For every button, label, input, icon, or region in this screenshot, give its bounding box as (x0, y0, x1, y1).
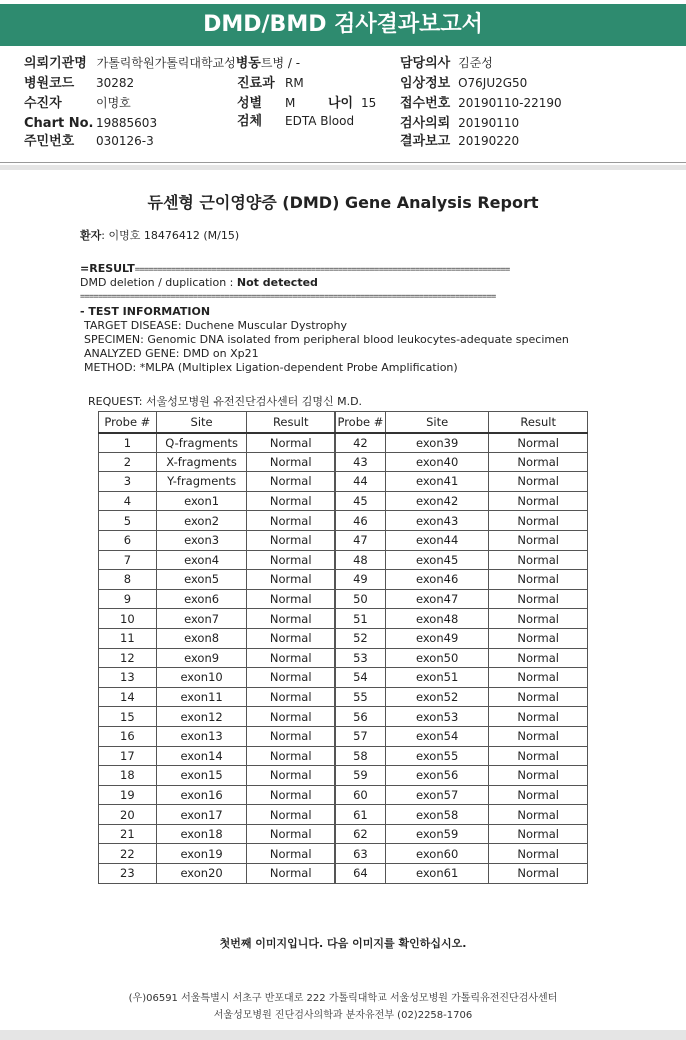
site-cell: exon2 (156, 511, 247, 531)
probe-number-cell: 59 (336, 766, 386, 786)
report-patient-label: 환자 (80, 229, 102, 242)
table-row (336, 511, 588, 531)
probe-number-cell: 20 (99, 805, 157, 825)
header-band (0, 165, 686, 170)
table-row (99, 707, 335, 727)
probe-number-cell: 21 (99, 824, 157, 844)
probe-number-cell: 14 (99, 687, 157, 707)
probe-number-cell: 22 (99, 844, 157, 864)
clinical-info-label: 임상정보 (400, 76, 451, 91)
department-row (237, 76, 304, 91)
report-patient-line (80, 229, 239, 242)
table-row (336, 433, 588, 453)
result-cell: Normal (247, 570, 335, 590)
department-label: 진료과 (237, 76, 275, 91)
site-cell: exon9 (156, 648, 247, 668)
site-cell: exon42 (385, 491, 489, 511)
result-cell: Normal (247, 491, 335, 511)
column-header-result: Result (489, 412, 588, 433)
table-row (99, 864, 335, 884)
result-cell: Normal (489, 668, 588, 688)
page-note: 첫번째 이미지입니다. 다음 이미지를 확인하십시오. (219, 937, 467, 950)
site-cell: exon51 (385, 668, 489, 688)
age-label: 나이 (328, 96, 354, 111)
table-row (99, 805, 335, 825)
table-row (336, 452, 588, 472)
probe-number-cell: 8 (99, 570, 157, 590)
site-cell: exon44 (385, 530, 489, 550)
specimen-label: 검체 (237, 114, 263, 129)
table-row (99, 530, 335, 550)
column-header-probe: Probe # (99, 412, 157, 433)
result-cell: Normal (247, 648, 335, 668)
result-cell: Normal (247, 844, 335, 864)
probe-number-cell: 12 (99, 648, 157, 668)
target-disease: TARGET DISEASE: Duchene Muscular Dystrophy (84, 319, 348, 332)
site-cell: exon5 (156, 570, 247, 590)
site-cell: exon12 (156, 707, 247, 727)
site-cell: exon41 (385, 472, 489, 492)
result-header-rule: =================================================================================== (134, 265, 510, 275)
probe-number-cell: 23 (99, 864, 157, 884)
table-row (99, 491, 335, 511)
hospital-code-row (24, 76, 135, 91)
probe-number-cell: 16 (99, 726, 157, 746)
probe-number-cell: 48 (336, 550, 386, 570)
result-cell: Normal (247, 433, 335, 453)
report-patient-value: : 이명호 18476412 (M/15) (101, 229, 240, 242)
result-cell: Normal (247, 511, 335, 531)
report-title-bar: DMD/BMD 검사결과보고서 (0, 4, 686, 46)
site-cell: exon17 (156, 805, 247, 825)
probe-number-cell: 1 (99, 433, 157, 453)
table-row (336, 491, 588, 511)
result-cell: Normal (247, 785, 335, 805)
receipt-no-label: 접수번호 (400, 96, 451, 111)
probe-number-cell: 44 (336, 472, 386, 492)
table-row (99, 472, 335, 492)
request-date-label: 검사의뢰 (400, 116, 451, 131)
doctor-value: 김준성 (458, 56, 493, 70)
probe-table-right (335, 411, 588, 884)
ward-label: 병동 (235, 56, 261, 71)
result-cell: Normal (489, 687, 588, 707)
site-cell: Y-fragments (156, 472, 247, 492)
result-cell: Normal (489, 707, 588, 727)
site-cell: exon6 (156, 589, 247, 609)
result-header (80, 262, 510, 277)
result-cell: Normal (247, 707, 335, 727)
probe-number-cell: 56 (336, 707, 386, 727)
sex-label: 성별 (237, 96, 263, 111)
site-cell: exon59 (385, 824, 489, 844)
result-cell: Normal (489, 766, 588, 786)
site-cell: exon7 (156, 609, 247, 629)
probe-number-cell: 45 (336, 491, 386, 511)
result-cell: Normal (489, 491, 588, 511)
resident-no-row (24, 134, 154, 149)
table-row (99, 609, 335, 629)
site-cell: exon16 (156, 785, 247, 805)
result-cell: Normal (247, 589, 335, 609)
method: METHOD: *MLPA (Multiplex Ligation-dependent Probe Amplification) (84, 361, 458, 374)
probe-number-cell: 54 (336, 668, 386, 688)
hospital-code-label: 병원코드 (24, 76, 75, 91)
table-row (99, 570, 335, 590)
probe-number-cell: 50 (336, 589, 386, 609)
probe-number-cell: 19 (99, 785, 157, 805)
ward-value: 트병 / - (260, 56, 301, 70)
clinical-info-value: O76JU2G50 (458, 76, 528, 90)
sex-row (237, 96, 296, 111)
receipt-no-value: 20190110-22190 (458, 96, 562, 110)
table-row (336, 609, 588, 629)
result-cell: Normal (247, 472, 335, 492)
probe-number-cell: 17 (99, 746, 157, 766)
result-cell: Normal (489, 570, 588, 590)
doctor-label: 담당의사 (400, 56, 451, 71)
probe-number-cell: 4 (99, 491, 157, 511)
probe-number-cell: 63 (336, 844, 386, 864)
table-row (99, 452, 335, 472)
probe-number-cell: 47 (336, 530, 386, 550)
probe-number-cell: 3 (99, 472, 157, 492)
probe-number-cell: 13 (99, 668, 157, 688)
table-row (336, 805, 588, 825)
result-value: Not detected (236, 276, 318, 289)
result-cell: Normal (247, 452, 335, 472)
site-cell: exon55 (385, 746, 489, 766)
result-cell: Normal (247, 550, 335, 570)
site-cell: X-fragments (156, 452, 247, 472)
result-cell: Normal (247, 726, 335, 746)
header-row-1 (24, 56, 300, 71)
column-header-site: Site (156, 412, 247, 433)
result-cell: Normal (489, 805, 588, 825)
table-row (336, 668, 588, 688)
site-cell: exon56 (385, 766, 489, 786)
result-separator: ============================================================================================ (80, 292, 496, 302)
probe-number-cell: 6 (99, 530, 157, 550)
probe-number-cell: 61 (336, 805, 386, 825)
site-cell: exon50 (385, 648, 489, 668)
table-row (99, 589, 335, 609)
table-row (336, 844, 588, 864)
site-cell: exon13 (156, 726, 247, 746)
result-cell: Normal (247, 609, 335, 629)
probe-number-cell: 43 (336, 452, 386, 472)
site-cell: Q-fragments (156, 433, 247, 453)
site-cell: exon58 (385, 805, 489, 825)
probe-number-cell: 53 (336, 648, 386, 668)
table-row (336, 530, 588, 550)
report-title: 듀센형 근이영양증 (DMD) Gene Analysis Report (147, 193, 539, 212)
table-row (336, 864, 588, 884)
specimen-value: EDTA Blood (285, 114, 355, 128)
site-cell: exon39 (385, 433, 489, 453)
probe-table-left (98, 411, 335, 884)
footer-band (0, 1030, 686, 1040)
site-cell: exon20 (156, 864, 247, 884)
table-row (336, 726, 588, 746)
result-header-prefix: = (80, 262, 90, 275)
table-row (336, 550, 588, 570)
result-cell: Normal (489, 785, 588, 805)
report-date-row (400, 134, 519, 149)
site-cell: exon11 (156, 687, 247, 707)
table-row (99, 746, 335, 766)
probe-number-cell: 7 (99, 550, 157, 570)
age-row (328, 96, 376, 111)
table-row (99, 824, 335, 844)
test-info-heading: - TEST INFORMATION (80, 305, 211, 318)
table-row (336, 687, 588, 707)
doctor-row (400, 56, 493, 71)
table-row (99, 648, 335, 668)
probe-number-cell: 64 (336, 864, 386, 884)
site-cell: exon3 (156, 530, 247, 550)
specimen-row (237, 114, 355, 129)
table-row (99, 433, 335, 453)
site-cell: exon40 (385, 452, 489, 472)
table-row (99, 844, 335, 864)
site-cell: exon45 (385, 550, 489, 570)
site-cell: exon4 (156, 550, 247, 570)
table-row (99, 785, 335, 805)
site-cell: exon53 (385, 707, 489, 727)
result-cell: Normal (489, 452, 588, 472)
probe-number-cell: 55 (336, 687, 386, 707)
site-cell: exon43 (385, 511, 489, 531)
department-value: RM (285, 76, 304, 90)
result-cell: Normal (247, 766, 335, 786)
probe-number-cell: 18 (99, 766, 157, 786)
table-row (336, 648, 588, 668)
result-text: DMD deletion / duplication : (80, 276, 237, 289)
table-row (336, 824, 588, 844)
patient-value: 이명호 (96, 96, 131, 110)
result-cell: Normal (247, 805, 335, 825)
probe-number-cell: 52 (336, 628, 386, 648)
column-header-probe: Probe # (336, 412, 386, 433)
result-cell: Normal (489, 628, 588, 648)
table-row (99, 766, 335, 786)
probe-number-cell: 2 (99, 452, 157, 472)
site-cell: exon49 (385, 628, 489, 648)
resident-no-label: 주민번호 (24, 134, 75, 149)
site-cell: exon18 (156, 824, 247, 844)
institution-label: 의뢰기관명 (24, 56, 87, 71)
report-date-value: 20190220 (458, 134, 520, 148)
result-cell: Normal (489, 530, 588, 550)
table-row (336, 785, 588, 805)
report-date-label: 결과보고 (400, 134, 451, 149)
table-row (336, 766, 588, 786)
footer-address: (우)06591 서울특별시 서초구 반포대로 222 가톨릭대학교 서울성모병원 가톨릭유전진단검사센터 (128, 993, 558, 1004)
site-cell: exon54 (385, 726, 489, 746)
result-cell: Normal (247, 824, 335, 844)
site-cell: exon14 (156, 746, 247, 766)
result-cell: Normal (489, 511, 588, 531)
table-row (99, 550, 335, 570)
probe-number-cell: 46 (336, 511, 386, 531)
probe-number-cell: 9 (99, 589, 157, 609)
site-cell: exon1 (156, 491, 247, 511)
table-row (99, 726, 335, 746)
site-cell: exon48 (385, 609, 489, 629)
site-cell: exon61 (385, 864, 489, 884)
specimen-info: SPECIMEN: Genomic DNA isolated from peripheral blood leukocytes-adequate specimen (84, 333, 569, 346)
probe-number-cell: 60 (336, 785, 386, 805)
chart-value: 19885603 (96, 116, 158, 130)
age-value: 15 (360, 96, 377, 110)
result-line (80, 276, 318, 289)
analyzed-gene: ANALYZED GENE: DMD on Xp21 (84, 347, 259, 360)
request-line: REQUEST: 서울성모병원 유전진단검사센터 김명신 M.D. (88, 395, 363, 408)
table-row (336, 589, 588, 609)
table-row (336, 570, 588, 590)
result-cell: Normal (247, 668, 335, 688)
probe-number-cell: 62 (336, 824, 386, 844)
site-cell: exon47 (385, 589, 489, 609)
hospital-code-value: 30282 (96, 76, 135, 90)
result-cell: Normal (489, 746, 588, 766)
result-cell: Normal (247, 628, 335, 648)
result-cell: Normal (247, 746, 335, 766)
probe-number-cell: 11 (99, 628, 157, 648)
site-cell: exon52 (385, 687, 489, 707)
table-row (336, 707, 588, 727)
result-cell: Normal (489, 864, 588, 884)
institution-value: 가톨릭학원가톨릭대학교성 (96, 56, 236, 70)
result-cell: Normal (489, 433, 588, 453)
chart-row (24, 116, 158, 131)
site-cell: exon46 (385, 570, 489, 590)
table-row (336, 472, 588, 492)
result-cell: Normal (489, 550, 588, 570)
result-cell: Normal (247, 530, 335, 550)
result-cell: Normal (489, 844, 588, 864)
receipt-no-row (400, 96, 562, 111)
site-cell: exon19 (156, 844, 247, 864)
clinical-info-row (400, 76, 527, 91)
probe-number-cell: 10 (99, 609, 157, 629)
probe-number-cell: 51 (336, 609, 386, 629)
probe-number-cell: 49 (336, 570, 386, 590)
request-date-row (400, 116, 519, 131)
site-cell: exon8 (156, 628, 247, 648)
table-row (99, 668, 335, 688)
patient-label: 수진자 (24, 96, 62, 111)
table-row (99, 687, 335, 707)
probe-number-cell: 57 (336, 726, 386, 746)
table-row (336, 628, 588, 648)
probe-number-cell: 5 (99, 511, 157, 531)
resident-no-value: 030126-3 (96, 134, 154, 148)
header-divider (0, 162, 686, 163)
result-cell: Normal (489, 589, 588, 609)
result-cell: Normal (489, 609, 588, 629)
column-header-site: Site (385, 412, 489, 433)
table-row (99, 628, 335, 648)
patient-row (24, 96, 131, 111)
table-row (336, 746, 588, 766)
request-date-value: 20190110 (458, 116, 520, 130)
site-cell: exon10 (156, 668, 247, 688)
result-header-label: RESULT (89, 262, 135, 275)
probe-number-cell: 58 (336, 746, 386, 766)
result-cell: Normal (247, 687, 335, 707)
probe-number-cell: 42 (336, 433, 386, 453)
result-cell: Normal (247, 864, 335, 884)
result-cell: Normal (489, 824, 588, 844)
footer-contact: 서울성모병원 진단검사의학과 분자유전부 (02)2258-1706 (213, 1010, 473, 1021)
column-header-result: Result (247, 412, 335, 433)
result-cell: Normal (489, 726, 588, 746)
site-cell: exon60 (385, 844, 489, 864)
site-cell: exon57 (385, 785, 489, 805)
sex-value: M (285, 96, 296, 110)
probe-number-cell: 15 (99, 707, 157, 727)
chart-label: Chart No. (24, 116, 94, 131)
result-cell: Normal (489, 472, 588, 492)
result-cell: Normal (489, 648, 588, 668)
table-row (99, 511, 335, 531)
site-cell: exon15 (156, 766, 247, 786)
